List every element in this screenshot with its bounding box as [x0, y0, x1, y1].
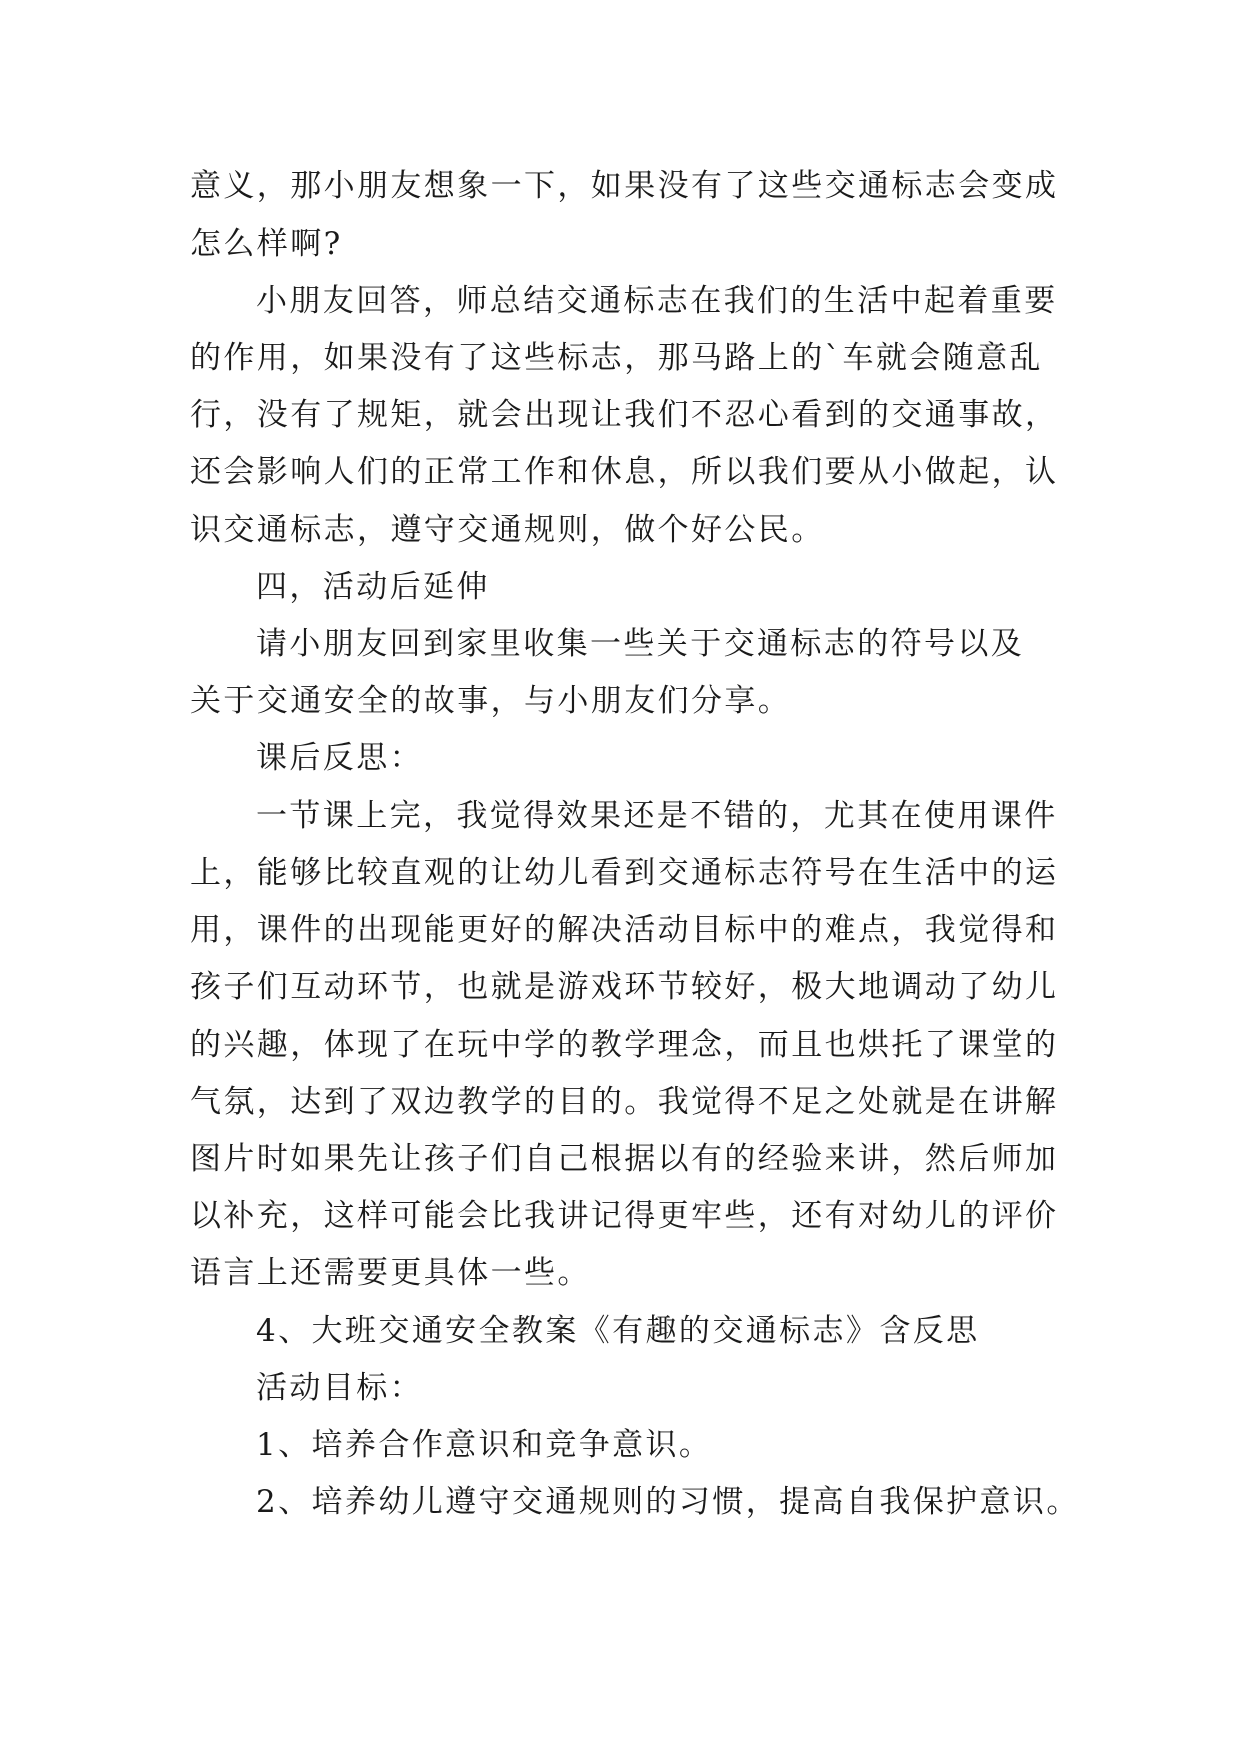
text-line-3: 小朋友回答，师总结交通标志在我们的生活中起着重要: [256, 283, 1058, 319]
text-line-12: 一节课上完，我觉得效果还是不错的，尤其在使用课件: [256, 798, 1058, 834]
text-line-16: 的兴趣，体现了在玩中学的教学理念，而且也烘托了课堂的: [190, 1027, 1059, 1063]
text-line-6: 还会影响人们的正常工作和休息，所以我们要从小做起，认: [190, 454, 1059, 490]
text-line-4: 的作用，如果没有了这些标志，那马路上的`车就会随意乱: [190, 340, 1043, 376]
text-line-1: 意义，那小朋友想象一下，如果没有了这些交通标志会变成: [190, 168, 1059, 204]
text-line-18: 图片时如果先让孩子们自己根据以有的经验来讲，然后师加: [190, 1141, 1059, 1177]
text-line-9: 请小朋友回到家里收集一些关于交通标志的符号以及: [256, 626, 1025, 662]
objective-item-1: 1、培养合作意识和竞争意识。: [256, 1427, 713, 1463]
lesson-title: 4、大班交通安全教案《有趣的交通标志》含反思: [256, 1313, 980, 1349]
text-line-2: 怎么样啊?: [190, 226, 343, 262]
objectives-heading: 活动目标：: [256, 1370, 423, 1406]
objective-item-2: 2、培养幼儿遵守交通规则的习惯，提高自我保护意识。: [256, 1484, 1080, 1520]
text-line-13: 上，能够比较直观的让幼儿看到交通标志符号在生活中的运: [190, 855, 1059, 891]
text-line-7: 识交通标志，遵守交通规则，做个好公民。: [190, 512, 825, 548]
text-line-19: 以补充，这样可能会比我讲记得更牢些，还有对幼儿的评价: [190, 1198, 1059, 1234]
text-line-5: 行，没有了规矩，就会出现让我们不忍心看到的交通事故，: [190, 397, 1059, 433]
text-line-14: 用，课件的出现能更好的解决活动目标中的难点，我觉得和: [190, 912, 1059, 948]
reflection-heading: 课后反思：: [256, 740, 423, 776]
text-line-10: 关于交通安全的故事，与小朋友们分享。: [190, 683, 792, 719]
text-line-17: 气氛，达到了双边教学的目的。我觉得不足之处就是在讲解: [190, 1084, 1059, 1120]
text-line-20: 语言上还需要更具体一些。: [190, 1255, 591, 1291]
text-line-15: 孩子们互动环节，也就是游戏环节较好，极大地调动了幼儿: [190, 969, 1059, 1005]
section-heading: 四，活动后延伸: [256, 569, 490, 605]
